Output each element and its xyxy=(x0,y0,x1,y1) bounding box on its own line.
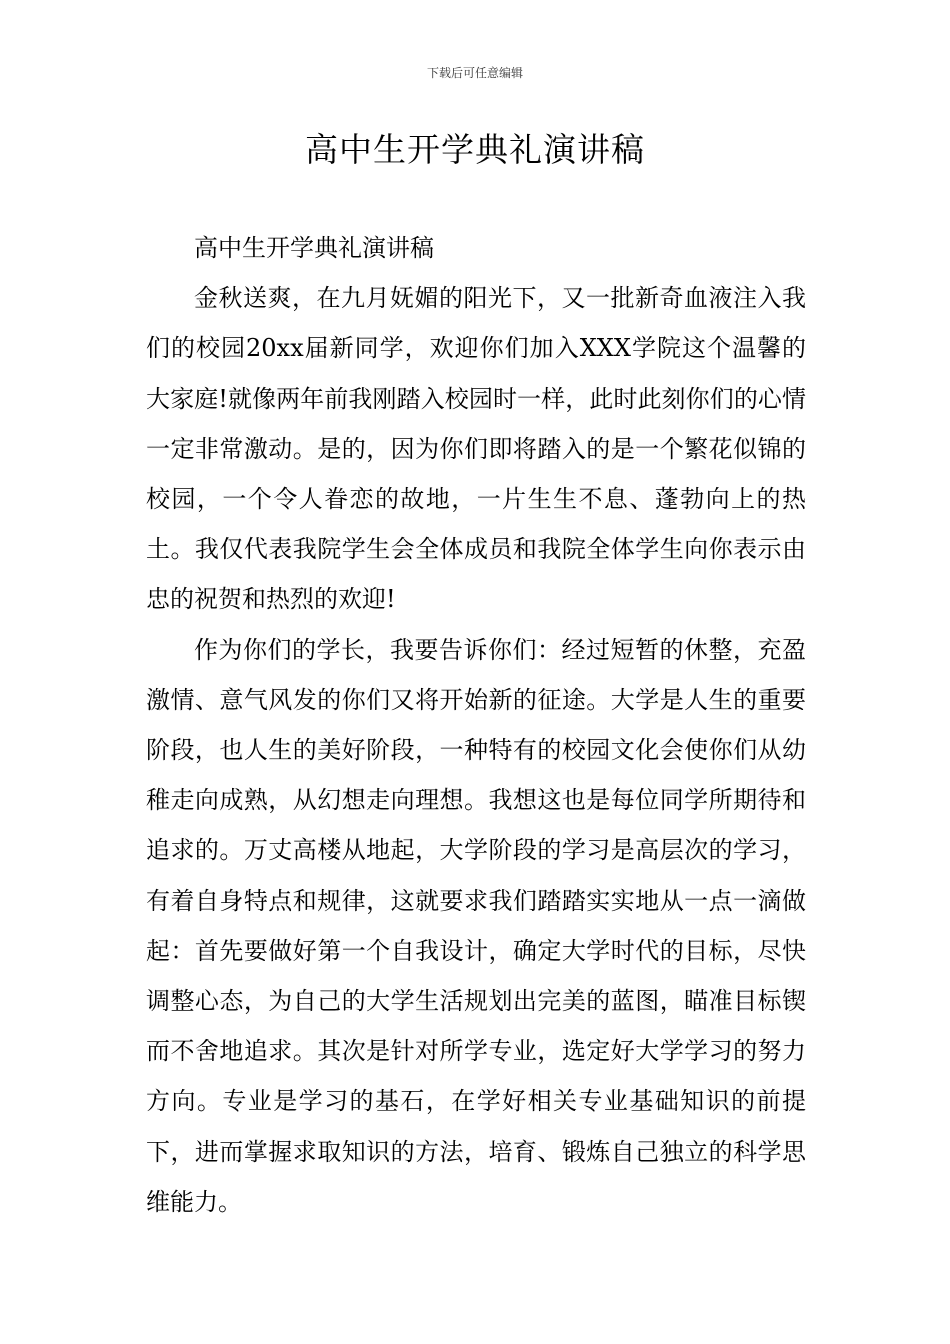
body-paragraph: 金秋送爽，在九月妩媚的阳光下，又一批新奇血液注入我们的校园20xx届新同学，欢迎你们加入XXX学院这个温馨的大家庭!就像两年前我刚踏入校园时一样，此时此刻你们的心情一定非常激动。是的，因为你们即将踏入的是一个繁花似锦的校园，一个令人眷恋的故地，一片生生不息、蓬勃向上的热土。我仅代表我院学生会全体成员和我院全体学生向你表示由忠的祝贺和热烈的欢迎! xyxy=(146,284,806,614)
document-body xyxy=(146,223,806,1227)
body-paragraph: 作为你们的学长，我要告诉你们：经过短暂的休整，充盈激情、意气风发的你们又将开始新的征途。大学是人生的重要阶段，也人生的美好阶段，一种特有的校园文化会使你们从幼稚走向成熟，从幻想走向理想。我想这也是每位同学所期待和追求的。万丈高楼从地起，大学阶段的学习是高层次的学习，有着自身特点和规律，这就要求我们踏踏实实地从一点一滴做起：首先要做好第一个自我设计，确定大学时代的目标，尽快调整心态，为自己的大学生活规划出完美的蓝图，瞄准目标锲而不舍地追求。其次是针对所学专业，选定好大学学习的努力方向。专业是学习的基石，在学好相关专业基础知识的前提下，进而掌握求取知识的方法，培育、锻炼自己独立的科学思维能力。 xyxy=(146,635,806,1216)
body-paragraph-subtitle: 高中生开学典礼演讲稿 xyxy=(194,234,434,262)
header-note: 下载后可任意编辑 xyxy=(426,66,523,80)
document-title: 高中生开学典礼演讲稿 xyxy=(305,130,645,169)
